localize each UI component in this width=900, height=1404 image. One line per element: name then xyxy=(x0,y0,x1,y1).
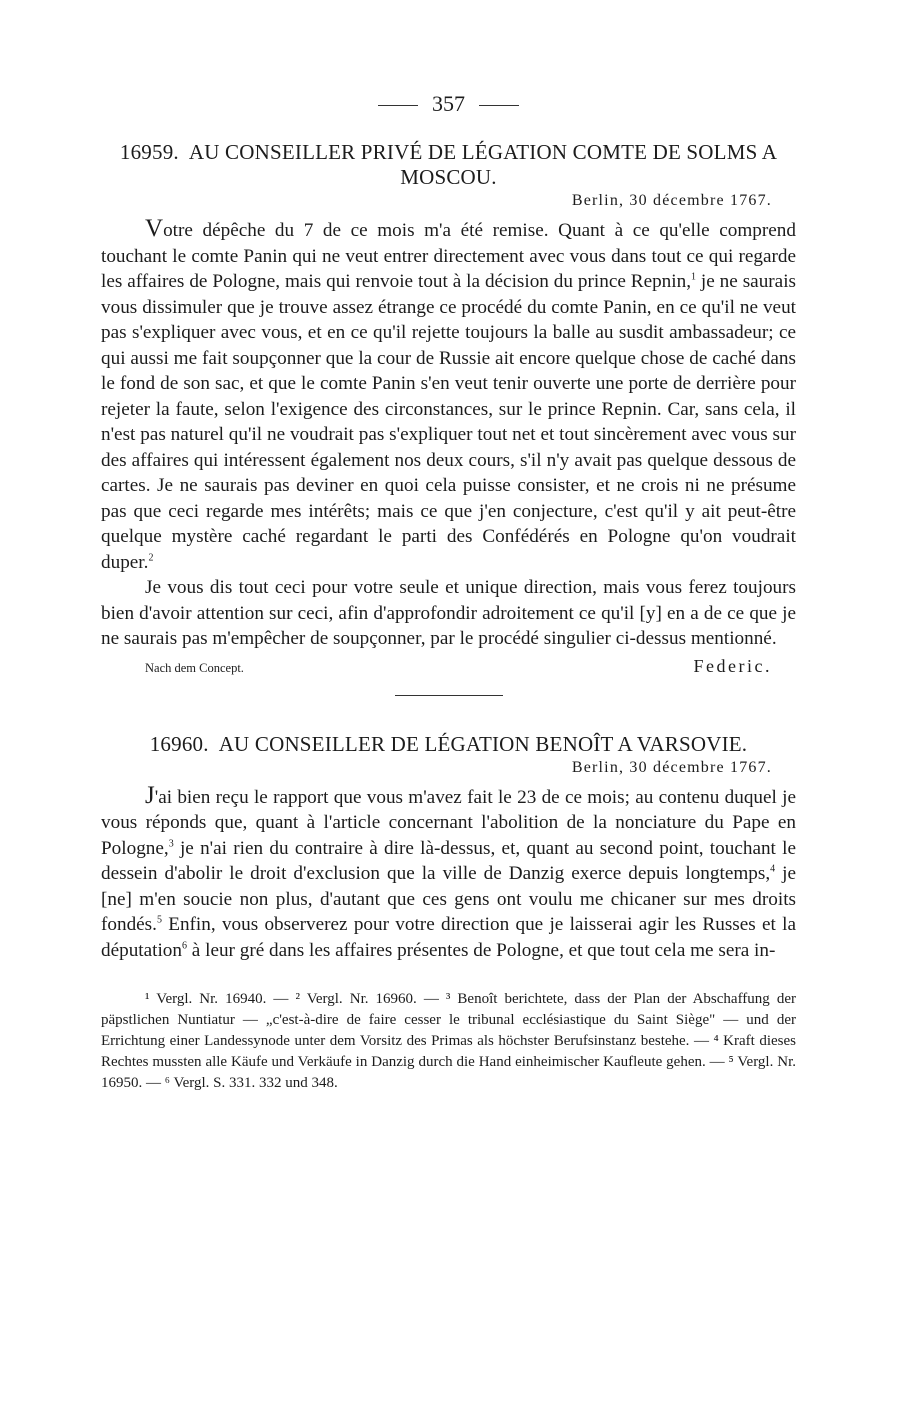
footnote-ref: 1 xyxy=(691,271,696,283)
dash-right xyxy=(479,105,519,106)
drop-cap: J xyxy=(145,781,155,809)
letter-heading xyxy=(101,140,796,190)
letter-paragraph: Je vous dis tout ceci pour votre seule et unique direction, mais vous ferez toujours bien d'avoir attention sur ceci, afin d'approfondir adroitement ce qu'il [y] en a de ce que je ne saurais pas m'empêcher de soupçonner, par le procédé singulier ci-dessus mentionné. xyxy=(101,577,796,649)
paragraph-text: je [ne] m'en soucie non plus, d'autant que ces gens ont voulu me chicaner sur mes droits fondés. xyxy=(101,863,796,935)
document-page xyxy=(101,88,796,1094)
page-number-header xyxy=(101,88,796,120)
footnote-ref: 6 xyxy=(182,940,187,952)
paragraph-text: Enfin, vous observerez pour votre direction que je laisserai agir les Russes et la députation xyxy=(101,914,796,961)
letter-title: AU CONSEILLER PRIVÉ DE LÉGATION COMTE DE SOLMS A MOSCOU. xyxy=(188,140,778,189)
letter-date: Berlin, 30 décembre 1767. xyxy=(571,192,772,209)
letter-number: 16960. xyxy=(149,731,209,756)
source-note: Nach dem Concept. xyxy=(145,660,244,675)
paragraph-text: je n'ai rien du contraire à dire là-dessus, et, quant au second point, touchant le dessein d'abolir le droit d'exclusion que la ville de Danzig exerce depuis longtemps, xyxy=(101,837,796,884)
letter-date: Berlin, 30 décembre 1767. xyxy=(571,758,772,776)
footnote-ref: 2 xyxy=(148,552,154,564)
footnote-ref: 4 xyxy=(770,863,776,875)
letter-16960 xyxy=(101,732,796,964)
signature: Federic. xyxy=(693,655,772,676)
drop-cap: V xyxy=(145,215,164,242)
paragraph-text: je ne saurais vous dissimuler que je trouve assez étrange ce procédé du comte Panin, en ce qu'il ne veut pas s'expliquer avec vous, et en ce qu'il rejette toujours la balle au susdit ambassadeur; ce qui aussi me fait soupçonner que la cour de Russie ait encore quelque chose de caché dans le fond de son sac, et que le comte Panin s'en veut tenir ouverte une porte de derrière pour rejeter la faute, selon l'exigence des circonstances, sur le prince Repnin. Car, sans cela, il n'est pas naturel qu'il ne voudrait pas s'expliquer tout net et tout sincèrement avec vous sur des affaires qui intéressent également nos deux cours, s'il n'y avait pas quelque dessous de cartes. Je ne saurais pas deviner en quoi cela puisse consister, et ne crois ni ne présume pas que ceci regarde mes intérêts; mais ce que j'en conjecture, c'est qu'il y ait peut-être quelque mystère caché regardant le parti des Confédérés en Pologne qu'on voudrait duper. xyxy=(101,271,796,573)
page-number: 357 xyxy=(432,91,465,116)
letter-paragraph xyxy=(101,783,796,964)
letter-heading xyxy=(101,732,796,757)
letter-16959 xyxy=(101,140,796,677)
section-divider xyxy=(395,695,503,696)
paragraph-text: à leur gré dans les affaires présentes de Pologne, et que tout cela me sera in- xyxy=(187,939,776,961)
footnote-ref: 3 xyxy=(168,838,174,850)
paragraph-text: 'ai bien reçu le rapport que vous m'avez fait le 23 de ce mois; au contenu duquel je vous réponds que, quant à l'article concernant l'abolition de la nonciature du Pape en Pologne, xyxy=(101,786,796,859)
footnotes: ¹ Vergl. Nr. 16940. — ² Vergl. Nr. 16960. — ³ Benoît berichtete, dass der Plan der Abschaffung der päpstlichen Nuntiatur — „c'est-à-dire de faire cesser le tribunal ecclésiastique du Saint Siège" — und der Errichtung einer Landessynode unter dem Vorsitz des Primas als höchster Berufsinstanz bestehe. — ⁴ Kraft dieses Rechtes mussten alle Käufe und Verkäufe in Danzig durch die Hand einheimischer Kaufleute gehen. — ⁵ Vergl. Nr. 16950. — ⁶ Vergl. S. 331. 332 und 348. xyxy=(101,991,796,1091)
paragraph-text: otre dépêche du 7 de ce mois m'a été remise. Quant à ce qu'elle comprend touchant le comte Panin qui ne veut entrer directement avec vous dans tout ce qui regarde les affaires de Pologne, mais qui renvoie tout à la décision du prince Repnin, xyxy=(101,220,796,292)
letter-number: 16959. xyxy=(119,140,179,164)
footnote-ref: 5 xyxy=(156,914,162,926)
letter-paragraph xyxy=(101,216,796,575)
letter-title: AU CONSEILLER DE LÉGATION BENOÎT A VARSOVIE. xyxy=(218,731,748,756)
dash-left xyxy=(378,105,418,106)
closing-row xyxy=(101,656,796,677)
